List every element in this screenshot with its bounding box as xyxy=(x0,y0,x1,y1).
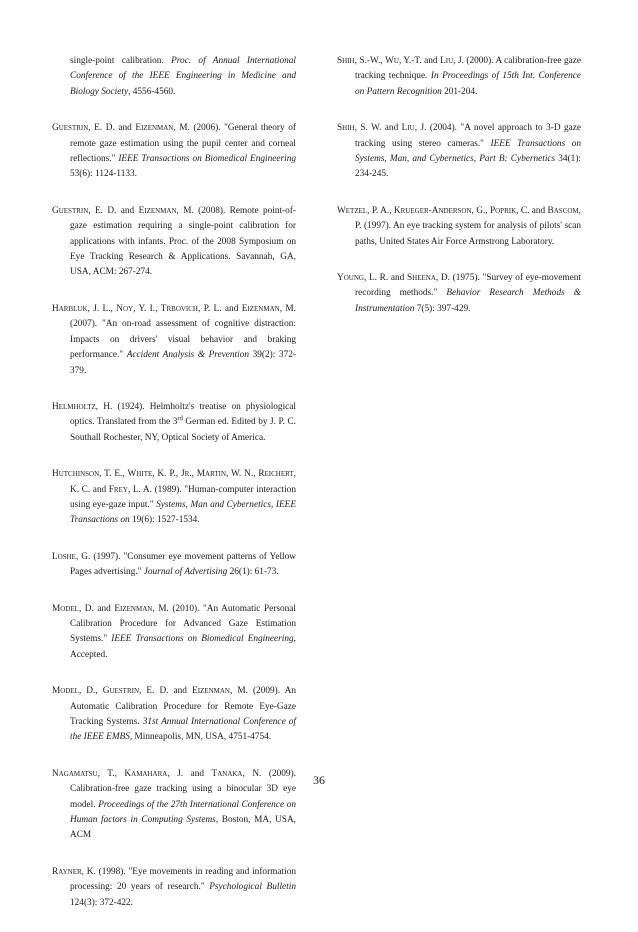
publication-title: Systems, Man and Cybernetics, IEEE Transactions on xyxy=(70,499,297,526)
author-name: Guestrin xyxy=(102,686,140,697)
publication-title: Behavior Research Methods & Instrumentation xyxy=(355,288,581,314)
author-name: Young xyxy=(337,273,364,284)
author-name: Eizenman xyxy=(192,686,230,697)
author-name: Sheena xyxy=(407,273,436,284)
reference-text: , H. (1924). Helmholtz's treatise on physiological optics. Translated from the 3 xyxy=(70,401,296,428)
reference-text: , P. (1997). An eye tracking system for analysis of pilots' scan paths, United States Air Force Armstrong Laboratory. xyxy=(355,205,581,247)
reference-text: , P. A., xyxy=(367,205,394,216)
reference-entry xyxy=(52,550,296,581)
author-name: Rayner xyxy=(52,866,82,877)
author-name: Bascom xyxy=(547,205,579,216)
author-name: Loshe xyxy=(52,551,76,562)
reference-text: , L. R. and xyxy=(363,273,408,284)
reference-text: , Y. I., xyxy=(133,303,161,314)
author-name: Liu xyxy=(401,123,415,134)
reference-text: , J. (2004). "A novel approach to 3-D gaze tracking using stereo cameras." xyxy=(355,123,581,149)
reference-text: 26(1): 61-73. xyxy=(227,567,279,578)
reference-text: 34(1): 234-245. xyxy=(355,154,582,180)
author-name: Kamahara xyxy=(124,768,168,779)
reference-entry xyxy=(337,271,581,317)
reference-text: 39(2): 372-379. xyxy=(70,350,296,376)
reference-text: rd xyxy=(177,415,183,423)
reference-text: , K. C. and xyxy=(70,469,296,495)
reference-text: , Minneapolis, MN, USA, 4751-4754. xyxy=(129,732,272,743)
reference-entry xyxy=(52,602,296,664)
reference-text: Accepted. xyxy=(70,649,108,660)
author-name: Eizenman xyxy=(114,603,153,614)
reference-text: 53(6): 1124-1133. xyxy=(70,169,137,180)
reference-text: , N. (2009). Calibration-free gaze tracking using a binocular 3D eye model. xyxy=(70,768,296,810)
reference-text: , E. D. and xyxy=(139,686,193,697)
reference-text: 7(5): 397-429. xyxy=(414,303,471,314)
reference-entry xyxy=(337,121,581,183)
reference-entry xyxy=(337,204,581,250)
author-name: Wetzel xyxy=(337,205,368,216)
author-name: Hutchinson xyxy=(52,469,100,480)
reference-entry xyxy=(52,684,296,746)
reference-text: , Boston, MA, USA, ACM xyxy=(70,815,296,841)
reference-text: , C. and xyxy=(516,205,548,216)
author-name: Krueger-Anderson xyxy=(393,205,472,216)
right-reference-column xyxy=(337,54,581,338)
reference-text: , D., xyxy=(78,686,103,697)
author-name: Tanaka xyxy=(211,768,243,779)
reference-entry xyxy=(52,400,296,446)
reference-text: , T. E., xyxy=(99,469,128,480)
reference-text: , T., xyxy=(97,768,125,779)
reference-text: , W. N., xyxy=(226,469,259,480)
reference-text: , K. P., xyxy=(152,469,181,480)
left-reference-column xyxy=(52,54,296,932)
author-name: Eizenman xyxy=(135,123,174,134)
author-name: White xyxy=(127,469,153,480)
reference-text: , D. and xyxy=(78,603,115,614)
reference-text: , E. D. and xyxy=(88,123,136,134)
reference-text: , L. A. (1989). "Human-computer interaction using eye-gaze input." xyxy=(70,484,296,510)
author-name: Frey xyxy=(108,484,128,495)
publication-title: IEEE Transactions on Systems, Man, and Cybernetics, Part B: Cybernetics xyxy=(355,138,582,165)
reference-text: German ed. Edited by J. P. C. Southall Rochester, NY, Optical Society of America. xyxy=(70,417,296,443)
publication-title: Proc. of Annual International Conference of the IEEE Engineering in Medicine and Biology Society xyxy=(70,56,296,97)
reference-text: , E. D. and xyxy=(88,205,139,216)
reference-text: , M. (2006). "General theory of remote gaze estimation using the pupil center and corneal reflections." xyxy=(70,123,297,165)
author-name: Guestrin xyxy=(52,123,89,134)
author-name: Jr. xyxy=(180,469,192,480)
author-name: Guestrin xyxy=(52,205,89,216)
reference-text: , G. (1997). "Consumer eye movement patterns of Yellow Pages advertising." xyxy=(70,551,296,578)
reference-text: , M. (2008). Remote point-of-gaze estimation requiring a single-point calibration for applications with infants. Proc. of the 2008 Symposium on Eye Tracking Research & Applications. Savannah, GA, USA, ACM: 267-274. xyxy=(70,205,296,278)
author-name: Model xyxy=(52,686,79,697)
publication-title: IEEE Transactions on Biomedical Engineering xyxy=(118,154,296,165)
author-name: Harbluk xyxy=(52,303,88,314)
author-name: Martin xyxy=(196,469,226,480)
reference-text: single-point calibration. xyxy=(70,56,172,66)
author-name: Shih xyxy=(337,56,355,66)
reference-text: 201-204. xyxy=(441,86,478,97)
reference-entry xyxy=(52,302,296,379)
reference-text: 19(6): 1527-1534. xyxy=(129,515,200,526)
author-name: Reichert xyxy=(258,469,294,480)
author-name: Poprik xyxy=(489,205,517,216)
author-name: Liu xyxy=(440,56,454,66)
author-name: Helmholtz xyxy=(52,401,96,412)
reference-text: , Y.-T. and xyxy=(398,56,441,66)
reference-text: , M. (2009). An Automatic Calibration Procedure for Remote Eye-Gaze Tracking Systems xyxy=(70,686,296,727)
page-number: 36 xyxy=(313,773,325,787)
reference-entry xyxy=(52,467,296,529)
reference-text: , xyxy=(191,469,197,480)
publication-title: . 31st Annual International Conference of the IEEE EMBS xyxy=(70,717,296,743)
reference-text: , M. (2007). "An on-road assessment of cognitive distraction: Impacts on drivers' visual behavior and braking performance." xyxy=(70,303,296,361)
reference-text: , M. (2010). "An Automatic Personal Calibration Procedure for Advanced Gaze Estimation Systems." xyxy=(70,603,296,645)
reference-text: , 4556-4560. xyxy=(128,86,176,97)
reference-text: , J. and xyxy=(167,768,212,779)
author-name: Nagamatsu xyxy=(52,768,98,779)
reference-entry xyxy=(52,121,296,183)
publication-title: IEEE Transactions on Biomedical Engineering, xyxy=(111,634,296,645)
reference-text: , J. L., xyxy=(87,303,117,314)
author-name: Eizenman xyxy=(241,303,280,314)
publication-title: . In Proceedings of 15th Int. Conference on Pattern Recognition xyxy=(355,71,581,97)
reference-text: , G., xyxy=(471,205,490,216)
reference-entry xyxy=(52,54,296,100)
reference-text: , J. (2000). A calibration-free gaze tracking technique xyxy=(355,56,581,82)
reference-text: 124(3): 372-422. xyxy=(70,897,134,908)
publication-title: Accident Analysis & Prevention xyxy=(126,350,250,361)
reference-text: , S. W. and xyxy=(354,123,402,134)
author-name: Model xyxy=(52,603,79,614)
reference-text: , S.-W., xyxy=(354,56,386,66)
publication-title: Proceedings of the 27th International Conference on Human factors in Computing Systems xyxy=(70,799,296,826)
reference-text: , D. (1975). "Survey of eye-movement recording methods." xyxy=(355,273,581,299)
publication-title: Journal of Advertising xyxy=(143,567,228,578)
reference-entry xyxy=(52,204,296,281)
reference-text: , K. (1998). "Eye movements in reading and information processing: 20 years of research." xyxy=(70,866,296,893)
publication-title: Psychological Bulletin xyxy=(209,882,296,893)
author-name: Trbovich xyxy=(160,303,198,314)
reference-text: , P. L. and xyxy=(197,303,242,314)
author-name: Shih xyxy=(337,123,355,134)
author-name: Eizenman xyxy=(138,205,177,216)
reference-entry xyxy=(337,54,581,100)
author-name: Noy xyxy=(116,303,134,314)
reference-entry xyxy=(52,865,296,911)
author-name: Wu xyxy=(385,56,399,66)
